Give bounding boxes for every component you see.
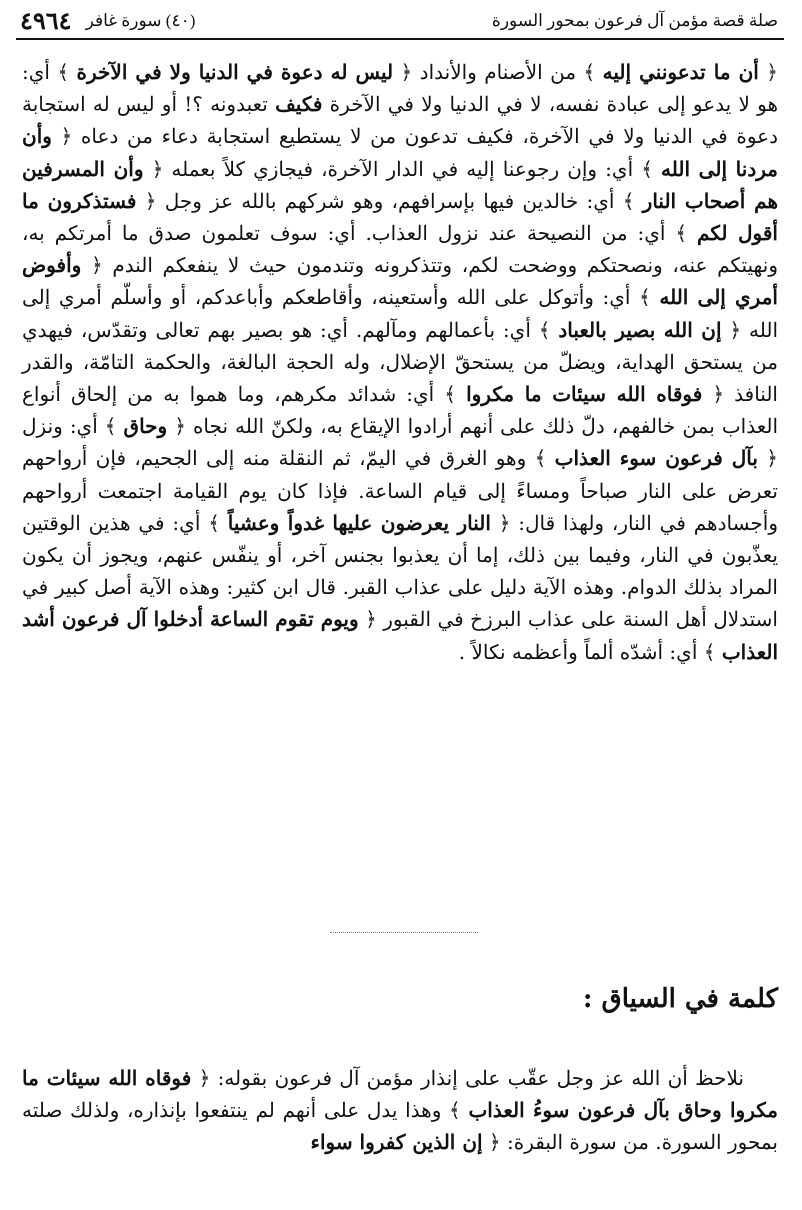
quran-quote: فكيف xyxy=(275,92,323,117)
sura-label: (٤٠) سورة غافر xyxy=(85,11,196,30)
commentary-text: ﴾ أي: وإن رجوعنا إليه في الدار الآخرة، فيجازي كلاً بعمله ﴿ xyxy=(143,156,661,181)
quran-quote: ليس له دعوة في الدنيا ولا في الآخرة xyxy=(76,60,394,84)
commentary-text: ﴾ أي: هو لا يدعو إلى عبادة نفسه، لا في الدنيا ولا في الآخرة xyxy=(22,60,779,117)
commentary-text: ﴾ وهذا يدل على أنهم لم ينتفعوا بإنذاره، ولذلك صلته بمحور السورة. من سورة البقرة: ﴿ xyxy=(22,1098,778,1155)
commentary-text: تعبدونه ؟! أو ليس له استجابة دعوة في الدنيا ولا في الآخرة، فكيف تدعون من لا يستطيع استجابة دعاء من دعاه ﴿ xyxy=(22,92,778,149)
header-rule xyxy=(16,38,784,40)
paragraph xyxy=(22,56,778,668)
quran-quote: وأن مردنا إلى الله xyxy=(22,124,778,181)
quran-quote: أن ما تدعونني إليه xyxy=(602,60,759,84)
quran-quote: وأن المسرفين هم أصحاب النار xyxy=(22,156,779,213)
commentary-text: ﴾ أي: أشدّه ألماً وأعظمه نكالاً . xyxy=(458,639,722,664)
commentary-text: ﴾ من الأصنام والأنداد ﴿ xyxy=(393,60,603,84)
quran-quote: ويوم تقوم الساعة أدخلوا آل فرعون أشد العذاب xyxy=(22,607,778,664)
quran-quote: فوقاه الله سيئات ما مكروا وحاق بآل فرعون سوءُ العذاب xyxy=(22,1066,778,1123)
commentary-text: نلاحظ أن الله عز وجل عقّب على إنذار مؤمن آل فرعون بقوله: ﴿ xyxy=(191,1066,744,1090)
page-number: ٤٩٦٤ xyxy=(20,8,72,35)
commentary-text: ﴾ وهو الغرق في اليمّ، ثم النقلة منه إلى الجحيم، فإن أرواحهم تعرض على النار صباحاً ومساءً إلى قيام الساعة. فإذا كان يوم القيامة اجتمعت أرواحهم وأجسادهم في النار، ولهذا قال: ﴿ xyxy=(22,446,778,535)
commentary-text: ﴾ أي: ونزل ﴿ xyxy=(22,414,778,471)
main-body-text xyxy=(22,56,778,668)
commentary-text: ﴾ أي: وأتوكل على الله وأستعينه، وأقاطعكم وأباعدكم، أو وأسلّم أمري إلى الله ﴿ xyxy=(22,285,778,342)
quran-quote: وحاق xyxy=(123,414,168,439)
page-header xyxy=(20,6,778,36)
quran-quote: إن الله بصير بالعباد xyxy=(558,317,722,342)
commentary-text: ﴾ أي: من النصيحة عند نزول العذاب. أي: سوف تعلمون صدق ما أمرتكم به، ونهيتكم عنه، ونصحتكم ووضحت لكم، وتتذكرونه وتندمون حيث لا ينفعكم الندم ﴿ xyxy=(22,221,778,278)
quran-quote: فستذكرون ما أقول لكم xyxy=(22,188,778,246)
commentary-text: ﴿ xyxy=(758,60,778,84)
commentary-text: ﴾ أي: في هذين الوقتين يعذّبون في النار، وفيما بين ذلك، إما أن يعذبوا بجنس آخر، أو ينفّس عنهم، ويجوز أن يكون المراد بذلك الدوام. وهذه الآية دليل على عذاب القبر. قال ابن كثير: وهذه الآية أصل كبير في استدلال أهل السنة على عذاب البرزخ في القبور ﴿ xyxy=(22,510,778,632)
quran-quote: بآل فرعون سوء العذاب xyxy=(554,446,758,471)
quran-quote: فوقاه الله سيئات ما مكروا xyxy=(466,382,703,407)
commentary-text: ﴾ أي: بأعمالهم ومآلهم. أي: هو بصير بهم تعالى وتقدّس، فيهدي من يستحق الهداية، ويضلّ من يستحقّ الإضلال، وله الحجة البالغة، والحكمة التامّة، والقدر النافذ ﴿ xyxy=(22,317,778,407)
quran-quote: إن الذين كفروا سواء xyxy=(310,1130,483,1155)
commentary-text: ﴾ أي: شدائد مكرهم، وما هموا به من إلحاق أنواع العذاب بمن خالفهم، دلّ ذلك على أنهم أرادوا الإيقاع به، ولكنّ الله نجاه ﴿ xyxy=(22,382,778,439)
section-title: كلمة في السياق : xyxy=(582,984,778,1014)
paragraph xyxy=(22,1062,778,1159)
commentary-text: ﴾ أي: خالدين فيها بإسرافهم، وهو شركهم بالله عز وجل ﴿ xyxy=(136,188,643,213)
section-divider xyxy=(330,932,478,933)
running-title: صلة قصة مؤمن آل فرعون بمحور السورة xyxy=(491,11,778,30)
quran-quote: النار يعرضون عليها غدواً وعشياً xyxy=(227,510,491,535)
header-page-info xyxy=(20,7,195,36)
quran-quote: وأفوض أمري إلى الله xyxy=(22,253,778,310)
section-body-text xyxy=(22,1062,778,1159)
